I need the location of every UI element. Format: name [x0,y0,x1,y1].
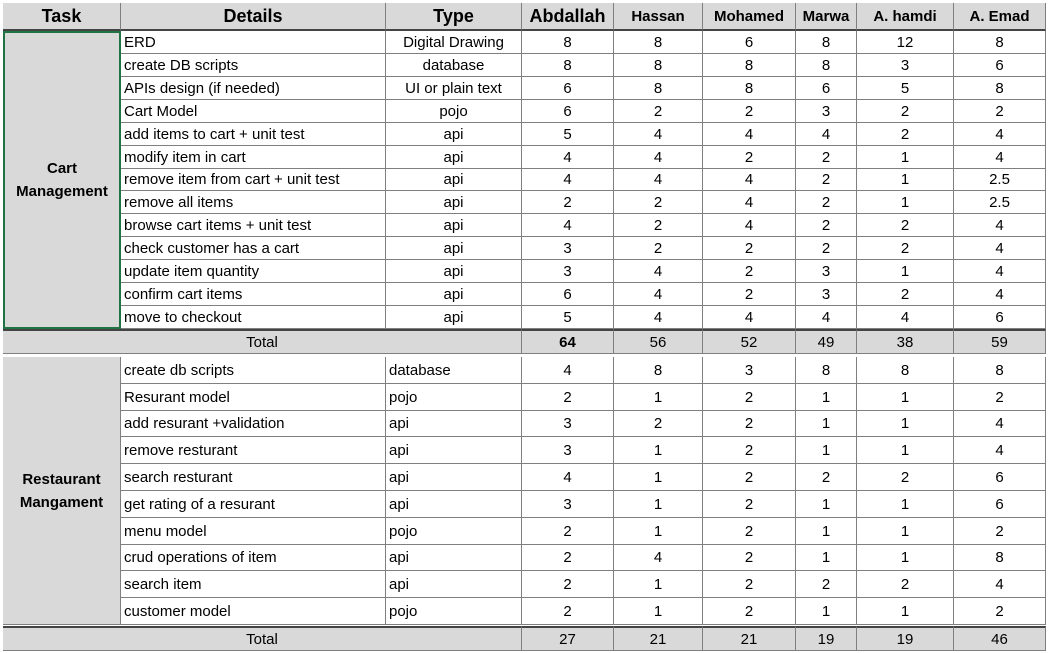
estimate-cell[interactable]: 2 [614,237,703,260]
header-task[interactable]: Task [3,3,121,31]
details-cell[interactable]: customer model [121,598,386,625]
estimate-cell[interactable]: 2 [796,237,857,260]
estimate-cell[interactable]: 1 [796,411,857,437]
estimate-cell[interactable]: 4 [703,214,796,237]
estimate-cell[interactable]: 2 [703,411,796,437]
estimate-cell[interactable]: 8 [954,31,1046,54]
details-cell[interactable]: menu model [121,518,386,545]
type-cell[interactable]: api [386,545,522,571]
estimate-cell[interactable]: 1 [796,545,857,571]
estimate-cell[interactable]: 8 [703,77,796,100]
estimate-cell[interactable]: 4 [522,169,614,191]
estimate-cell[interactable]: 1 [857,518,954,545]
estimate-cell[interactable]: 3 [796,100,857,123]
header-details[interactable]: Details [121,3,386,31]
estimate-cell[interactable]: 8 [614,357,703,384]
estimate-cell[interactable]: 6 [954,54,1046,77]
type-cell[interactable]: Digital Drawing [386,31,522,54]
type-cell[interactable]: api [386,491,522,518]
estimate-cell[interactable]: 4 [703,306,796,329]
estimate-cell[interactable]: 2 [703,518,796,545]
estimate-cell[interactable]: 1 [857,260,954,283]
estimate-cell[interactable]: 5 [857,77,954,100]
type-cell[interactable]: api [386,191,522,214]
group-label[interactable] [3,31,121,329]
estimate-cell[interactable]: 2 [522,598,614,625]
type-cell[interactable]: api [386,123,522,146]
estimate-cell[interactable]: 1 [796,384,857,411]
estimate-cell[interactable]: 2 [703,437,796,464]
estimate-cell[interactable]: 2 [796,146,857,169]
estimate-cell[interactable]: 4 [796,306,857,329]
type-cell[interactable]: api [386,214,522,237]
estimate-cell[interactable]: 2 [703,384,796,411]
estimate-cell[interactable]: 2 [703,146,796,169]
estimate-cell[interactable]: 1 [857,598,954,625]
estimate-cell[interactable]: 8 [614,31,703,54]
estimate-cell[interactable]: 4 [857,306,954,329]
type-cell[interactable]: api [386,169,522,191]
details-cell[interactable]: modify item in cart [121,146,386,169]
estimate-cell[interactable]: 3 [796,283,857,306]
estimate-cell[interactable]: 4 [703,169,796,191]
estimate-cell[interactable]: 3 [522,491,614,518]
estimate-cell[interactable]: 6 [522,283,614,306]
estimate-cell[interactable]: 8 [614,54,703,77]
estimate-cell[interactable]: 8 [614,77,703,100]
estimate-cell[interactable]: 4 [954,411,1046,437]
total-cell[interactable]: 46 [954,626,1046,651]
estimate-cell[interactable]: 6 [522,100,614,123]
estimate-cell[interactable]: 3 [522,411,614,437]
details-cell[interactable]: get rating of a resurant [121,491,386,518]
estimate-cell[interactable]: 2 [522,384,614,411]
details-cell[interactable]: confirm cart items [121,283,386,306]
estimate-cell[interactable]: 4 [614,545,703,571]
estimate-cell[interactable]: 8 [522,54,614,77]
estimate-cell[interactable]: 6 [703,31,796,54]
group-label-line: Restaurant [22,470,101,488]
estimate-cell[interactable]: 2 [703,571,796,598]
estimate-cell[interactable]: 2 [522,518,614,545]
estimate-cell[interactable]: 1 [857,545,954,571]
estimate-cell[interactable]: 2 [522,571,614,598]
estimate-cell[interactable]: 1 [614,464,703,491]
estimate-cell[interactable]: 4 [614,123,703,146]
estimate-cell[interactable]: 1 [857,191,954,214]
estimate-cell[interactable]: 2.5 [954,169,1046,191]
details-cell[interactable]: add resurant +validation [121,411,386,437]
estimate-cell[interactable]: 4 [954,214,1046,237]
estimate-cell[interactable]: 1 [614,518,703,545]
estimate-cell[interactable]: 8 [522,31,614,54]
estimate-cell[interactable]: 2 [703,598,796,625]
estimate-cell[interactable]: 2 [703,491,796,518]
estimate-cell[interactable]: 2 [522,191,614,214]
header-a-hamdi[interactable]: A. hamdi [857,3,954,31]
details-cell[interactable]: remove item from cart + unit test [121,169,386,191]
estimate-cell[interactable]: 2 [703,545,796,571]
estimate-cell[interactable]: 6 [954,491,1046,518]
total-cell[interactable]: 59 [954,329,1046,354]
estimate-cell[interactable]: 4 [703,123,796,146]
type-cell[interactable]: pojo [386,100,522,123]
estimate-cell[interactable]: 3 [522,237,614,260]
total-cell[interactable]: 64 [522,329,614,354]
estimate-cell[interactable]: 2.5 [954,191,1046,214]
estimate-cell[interactable]: 8 [954,77,1046,100]
estimate-cell[interactable]: 2 [857,283,954,306]
estimate-cell[interactable]: 2 [703,464,796,491]
header-abdallah[interactable]: Abdallah [522,3,614,31]
estimate-cell[interactable]: 4 [954,146,1046,169]
estimate-cell[interactable]: 8 [703,54,796,77]
header-a-emad[interactable]: A. Emad [954,3,1046,31]
estimate-cell[interactable]: 2 [796,191,857,214]
estimate-cell[interactable]: 4 [954,260,1046,283]
total-label[interactable]: Total [3,626,522,651]
estimate-cell[interactable]: 1 [614,598,703,625]
type-cell[interactable]: pojo [386,384,522,411]
estimate-cell[interactable]: 1 [857,384,954,411]
estimate-cell[interactable]: 2 [614,411,703,437]
details-cell[interactable]: update item quantity [121,260,386,283]
header-mohamed[interactable]: Mohamed [703,3,796,31]
total-label[interactable]: Total [3,329,522,354]
estimate-cell[interactable]: 4 [954,437,1046,464]
type-cell[interactable]: api [386,260,522,283]
total-cell[interactable]: 27 [522,626,614,651]
type-cell[interactable]: api [386,411,522,437]
estimate-cell[interactable]: 2 [857,123,954,146]
total-cell[interactable]: 21 [703,626,796,651]
estimate-cell[interactable]: 2 [796,169,857,191]
type-cell[interactable]: database [386,357,522,384]
estimate-cell[interactable]: 3 [522,437,614,464]
estimate-cell[interactable]: 1 [796,598,857,625]
estimate-cell[interactable]: 4 [522,357,614,384]
estimate-cell[interactable]: 1 [796,518,857,545]
estimate-cell[interactable]: 6 [954,464,1046,491]
details-cell[interactable]: search resturant [121,464,386,491]
estimate-cell[interactable]: 8 [954,357,1046,384]
header-type[interactable]: Type [386,3,522,31]
details-cell[interactable]: add items to cart + unit test [121,123,386,146]
group-label-line: Cart [46,160,77,177]
type-cell[interactable]: api [386,437,522,464]
details-cell[interactable]: create db scripts [121,357,386,384]
estimate-cell[interactable]: 8 [796,357,857,384]
details-cell[interactable]: browse cart items + unit test [121,214,386,237]
total-cell[interactable]: 38 [857,329,954,354]
details-cell[interactable]: Resurant model [121,384,386,411]
estimate-cell[interactable]: 1 [857,169,954,191]
estimate-cell[interactable]: 1 [857,491,954,518]
estimate-cell[interactable]: 2 [954,518,1046,545]
estimate-cell[interactable]: 2 [614,100,703,123]
details-cell[interactable]: crud operations of item [121,545,386,571]
estimate-cell[interactable]: 8 [796,54,857,77]
type-cell[interactable]: api [386,237,522,260]
estimate-cell[interactable]: 2 [954,598,1046,625]
estimate-cell[interactable]: 8 [954,545,1046,571]
type-cell[interactable]: api [386,464,522,491]
total-cell[interactable]: 56 [614,329,703,354]
estimate-cell[interactable]: 5 [522,306,614,329]
estimate-cell[interactable]: 12 [857,31,954,54]
estimate-cell[interactable]: 4 [954,283,1046,306]
estimate-cell[interactable]: 4 [614,283,703,306]
estimate-cell[interactable]: 4 [614,169,703,191]
estimate-cell[interactable]: 6 [954,306,1046,329]
type-cell[interactable]: api [386,306,522,329]
estimate-cell[interactable]: 2 [703,283,796,306]
estimate-cell[interactable]: 1 [796,437,857,464]
estimate-cell[interactable]: 1 [614,571,703,598]
type-cell[interactable]: UI or plain text [386,77,522,100]
estimate-cell[interactable]: 4 [954,123,1046,146]
type-cell[interactable]: database [386,54,522,77]
group-label-line: Mangament [19,493,104,511]
details-cell[interactable]: APIs design (if needed) [121,77,386,100]
details-cell[interactable]: Cart Model [121,100,386,123]
estimate-cell[interactable]: 2 [703,260,796,283]
estimate-cell[interactable]: 4 [522,214,614,237]
estimate-cell[interactable]: 4 [954,237,1046,260]
estimate-cell[interactable]: 1 [614,384,703,411]
header-marwa[interactable]: Marwa [796,3,857,31]
estimate-cell[interactable]: 4 [796,123,857,146]
estimate-cell[interactable]: 6 [796,77,857,100]
estimate-cell[interactable]: 2 [857,100,954,123]
estimate-cell[interactable]: 5 [522,123,614,146]
details-cell[interactable]: check customer has a cart [121,237,386,260]
estimate-cell[interactable]: 2 [614,214,703,237]
estimate-cell[interactable]: 8 [857,357,954,384]
estimate-cell[interactable]: 2 [954,384,1046,411]
estimate-cell[interactable]: 3 [796,260,857,283]
estimate-cell[interactable]: 3 [522,260,614,283]
total-cell[interactable]: 52 [703,329,796,354]
estimate-cell[interactable]: 2 [857,237,954,260]
estimate-cell[interactable]: 2 [857,571,954,598]
type-cell[interactable]: api [386,146,522,169]
estimate-cell[interactable]: 1 [857,411,954,437]
estimate-cell[interactable]: 2 [796,464,857,491]
estimate-cell[interactable]: 1 [614,491,703,518]
estimate-cell[interactable]: 3 [857,54,954,77]
details-cell[interactable]: create DB scripts [121,54,386,77]
estimate-cell[interactable]: 8 [796,31,857,54]
group-label-line: Management [16,183,108,200]
estimate-cell[interactable]: 2 [857,214,954,237]
estimate-cell[interactable]: 2 [703,100,796,123]
total-cell[interactable]: 21 [614,626,703,651]
group-label[interactable] [3,357,121,625]
type-cell[interactable]: pojo [386,518,522,545]
details-cell[interactable]: search item [121,571,386,598]
type-cell[interactable]: api [386,571,522,598]
estimate-cell[interactable]: 2 [857,464,954,491]
estimate-cell[interactable]: 2 [796,214,857,237]
estimate-cell[interactable]: 4 [522,464,614,491]
estimate-cell[interactable]: 2 [614,191,703,214]
estimate-cell[interactable]: 2 [522,545,614,571]
total-cell[interactable]: 49 [796,329,857,354]
total-cell[interactable]: 19 [796,626,857,651]
details-cell[interactable]: ERD [121,31,386,54]
details-cell[interactable]: remove resturant [121,437,386,464]
estimate-cell[interactable]: 6 [522,77,614,100]
estimate-cell[interactable]: 4 [703,191,796,214]
estimate-cell[interactable]: 2 [954,100,1046,123]
estimate-cell[interactable]: 1 [796,491,857,518]
estimate-cell[interactable]: 4 [522,146,614,169]
type-cell[interactable]: pojo [386,598,522,625]
estimate-cell[interactable]: 1 [614,437,703,464]
estimate-cell[interactable]: 1 [857,437,954,464]
header-hassan[interactable]: Hassan [614,3,703,31]
details-cell[interactable]: remove all items [121,191,386,214]
estimate-cell[interactable]: 4 [614,306,703,329]
type-cell[interactable]: api [386,283,522,306]
estimate-cell[interactable]: 4 [954,571,1046,598]
estimate-cell[interactable]: 2 [703,237,796,260]
total-cell[interactable]: 19 [857,626,954,651]
estimate-cell[interactable]: 3 [703,357,796,384]
estimate-cell[interactable]: 2 [796,571,857,598]
estimate-cell[interactable]: 1 [857,146,954,169]
estimate-cell[interactable]: 4 [614,146,703,169]
details-cell[interactable]: move to checkout [121,306,386,329]
estimate-cell[interactable]: 4 [614,260,703,283]
